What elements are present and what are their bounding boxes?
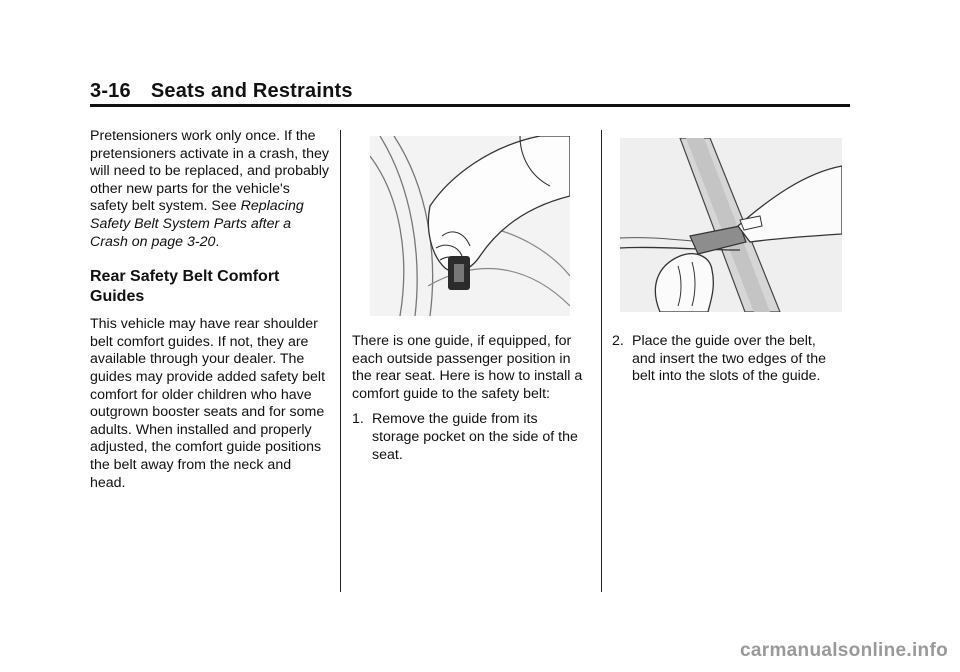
section-title: Seats and Restraints — [150, 80, 353, 102]
step-2 — [612, 333, 842, 386]
figure-guide-over-belt — [620, 138, 842, 312]
step-number: 1. — [352, 411, 364, 428]
column-divider-2 — [601, 130, 602, 592]
xref-period: . — [215, 233, 220, 250]
step-text: Place the guide over the belt, and insert the two edges of the belt into the slots of the guide. — [632, 333, 827, 385]
step-number: 2. — [612, 333, 624, 349]
intro-text: Pretensioners work only once. If the pretensioners activate in a crash, they will need to be replaced, and probably other new parts for the vehicle's safety belt system. See — [90, 128, 329, 215]
cross-reference-link[interactable]: Replacing Safety Belt System Parts after a Crash on page 3-20 — [90, 198, 304, 250]
step-text: Remove the guide from its storage pocket on the side of the seat. — [372, 411, 578, 463]
column-divider-1 — [340, 130, 341, 592]
header-rule — [90, 104, 850, 107]
body-paragraph: This vehicle may have rear shoulder belt comfort guides. If not, they are available through your dealer. The guides may provide added safety belt comfort for older children who have outgrown booster seats and for some adults. When installed and properly adjusted, the comfort guide positions the belt away from the neck and head. — [90, 316, 326, 491]
page-number: 3-16 — [90, 80, 131, 102]
figure-guide-storage-pocket — [370, 136, 570, 316]
belt-guide-illustration — [620, 138, 842, 312]
site-watermark: carmanualsonline.info — [740, 640, 948, 661]
intro-paragraph — [90, 128, 330, 251]
column-3 — [612, 333, 842, 386]
section-heading: Rear Safety Belt Comfort Guides — [90, 268, 280, 306]
step-1 — [352, 411, 584, 464]
column-1 — [90, 128, 330, 492]
page-header — [90, 80, 353, 103]
guide-intro-paragraph: There is one guide, if equipped, for each outside passenger position in the rear seat. Here is how to install a comfort guide to the safety belt: — [352, 333, 583, 402]
column-2 — [352, 333, 584, 464]
seat-pocket-illustration — [370, 136, 570, 316]
